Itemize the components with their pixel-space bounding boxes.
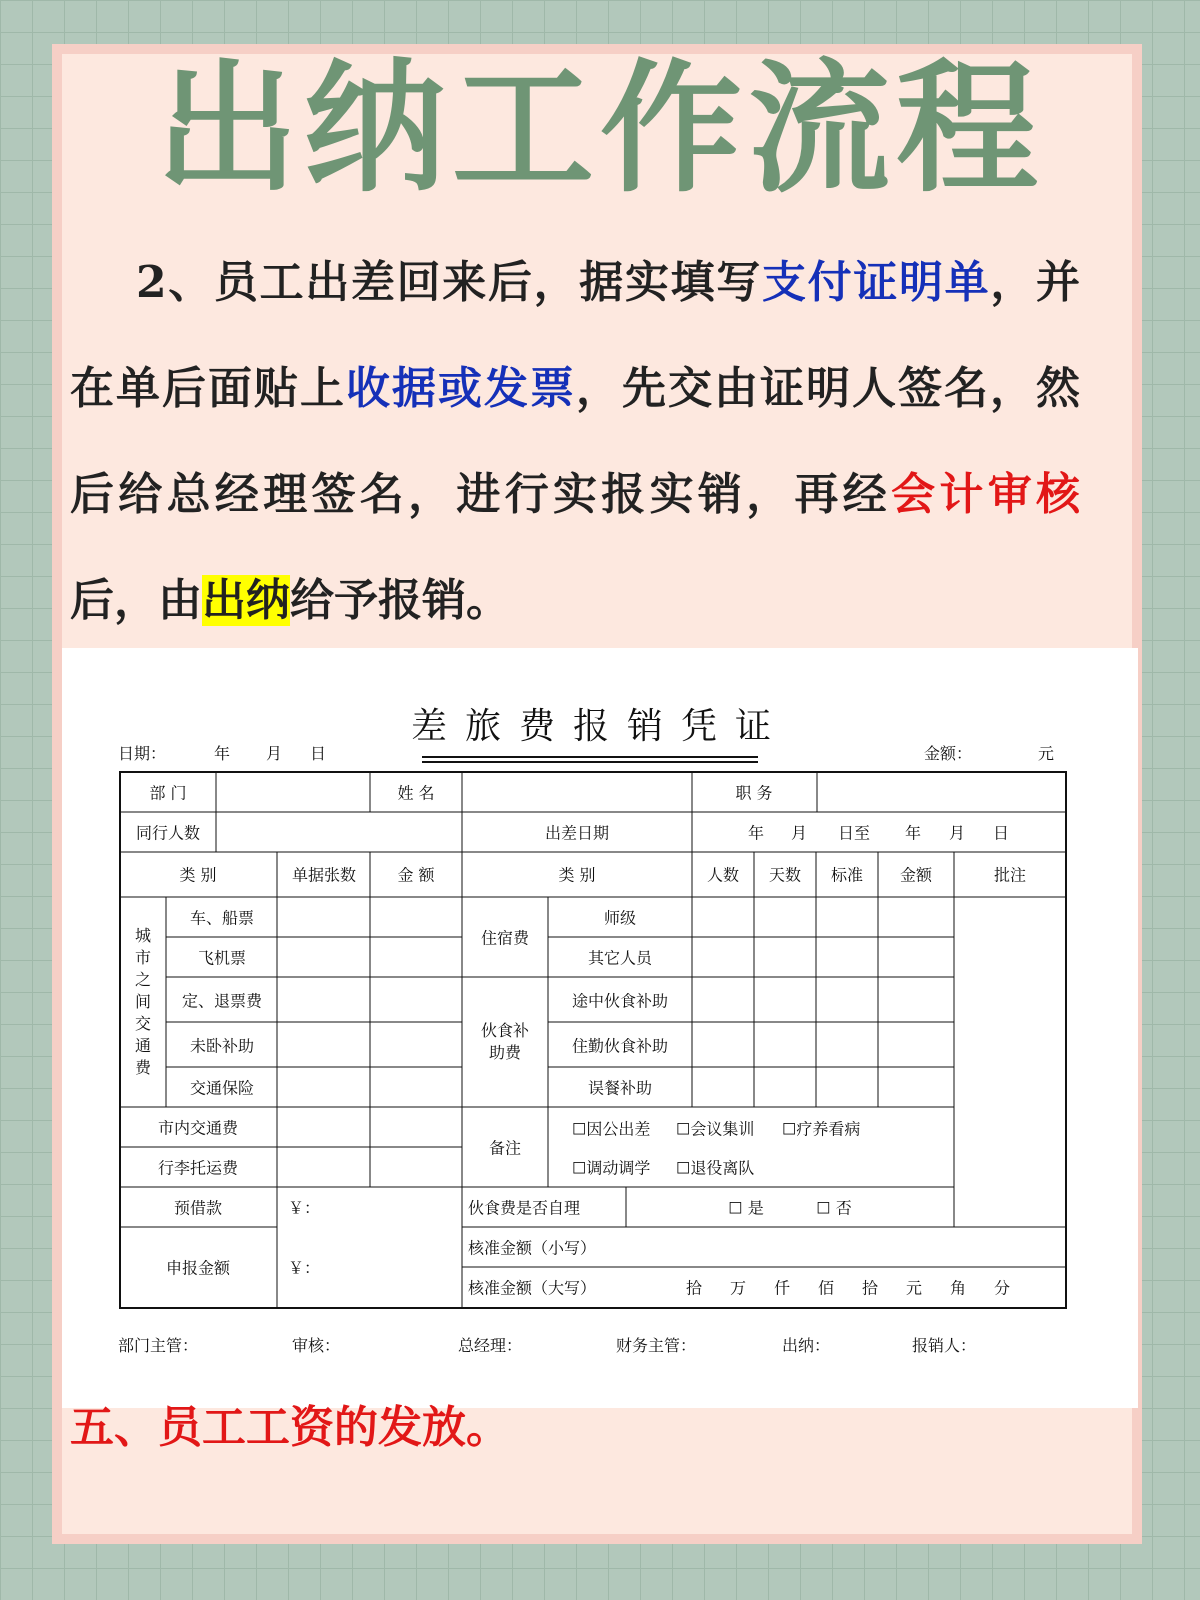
meal-onsite: 住勤伙食补助	[571, 1036, 669, 1056]
trip-end-day: 日	[992, 823, 1010, 843]
header-days: 天数	[768, 865, 802, 885]
form-table-grid	[62, 648, 1138, 1408]
highlight-accounting-review: 会计审核	[891, 469, 1081, 520]
header-remark: 批注	[993, 865, 1027, 885]
date-month: 月	[266, 744, 283, 763]
advance-currency: ￥：	[288, 1198, 321, 1218]
label-trip-dates: 出差日期	[544, 823, 610, 843]
label-lodging: 住宿费	[480, 928, 530, 948]
meal-en-route: 途中伙食补助	[571, 991, 669, 1011]
unit-wan: 万	[729, 1278, 747, 1298]
expense-form-image	[62, 648, 1138, 1408]
signature-general-manager: 总经理：	[458, 1336, 523, 1355]
label-intercity-transport: 城市之间交通费	[134, 926, 151, 1077]
signature-finance-head: 财务主管：	[616, 1336, 697, 1355]
item-booking-refund-fee: 定、退票费	[181, 991, 263, 1011]
label-approved-amount-small: 核准金额（小写）	[468, 1238, 597, 1258]
header-category: 类 别	[179, 865, 217, 885]
item-no-sleeper-subsidy: 未卧补助	[189, 1036, 255, 1056]
header-standard: 标准	[830, 865, 864, 885]
amount-unit: 元	[1038, 744, 1055, 763]
label-self-paid-meals: 伙食费是否自理	[468, 1198, 581, 1218]
option-no: ☐ 否	[816, 1198, 852, 1218]
date-label: 日期：	[118, 744, 167, 763]
signature-dept-head: 部门主管：	[118, 1336, 199, 1355]
date-day: 日	[310, 744, 327, 763]
paragraph-text-4: 后，由	[70, 575, 202, 626]
option-yes: ☐ 是	[728, 1198, 764, 1218]
label-meal-subsidy: 伙食补助费	[480, 1021, 529, 1062]
unit-jiao: 角	[949, 1278, 967, 1298]
header-people: 人数	[706, 865, 740, 885]
paragraph-text-2: ，并在单后面贴上	[70, 257, 1080, 414]
signature-auditor: 审核：	[292, 1336, 341, 1355]
header-amount: 金 额	[397, 865, 435, 885]
declared-currency: ￥：	[288, 1258, 321, 1278]
meal-missed: 误餐补助	[587, 1078, 653, 1098]
item-travel-insurance: 交通保险	[189, 1078, 255, 1098]
trip-start-year: 年	[747, 823, 765, 843]
label-notes: 备注	[488, 1138, 522, 1158]
unit-shi-2: 拾	[861, 1278, 879, 1298]
label-position: 职 务	[735, 783, 773, 803]
unit-fen: 分	[993, 1278, 1011, 1298]
page-title: 出纳工作流程	[156, 47, 1044, 212]
header-doc-count: 单据张数	[291, 865, 357, 885]
amount-label: 金额：	[924, 744, 973, 763]
header-category-right: 类 别	[558, 865, 596, 885]
header-amount-right: 金额	[899, 865, 933, 885]
lodging-other-staff: 其它人员	[587, 948, 653, 968]
signature-claimant: 报销人：	[912, 1336, 977, 1355]
reason-business-trip: ☐因公出差	[572, 1119, 651, 1139]
paragraph-text-5: 给予报销。	[290, 575, 510, 626]
section-heading-salary: 五、员工工资的发放。	[70, 1402, 510, 1453]
label-local-transport: 市内交通费	[157, 1118, 239, 1138]
reason-medical-leave: ☐疗养看病	[782, 1119, 861, 1139]
label-department: 部 门	[149, 783, 187, 803]
trip-start-month: 月	[790, 823, 808, 843]
item-air-ticket: 飞机票	[197, 948, 247, 968]
date-year: 年	[214, 744, 231, 763]
unit-bai: 佰	[817, 1278, 835, 1298]
label-approved-amount-big: 核准金额（大写）	[468, 1278, 597, 1298]
unit-shi-1: 拾	[685, 1278, 703, 1298]
signature-cashier: 出纳：	[782, 1336, 831, 1355]
instruction-paragraph	[70, 230, 1080, 654]
unit-yuan: 元	[905, 1278, 923, 1298]
trip-end-year: 年	[904, 823, 922, 843]
label-name: 姓 名	[397, 783, 435, 803]
label-advance: 预借款	[173, 1198, 223, 1218]
form-title: 差旅费报销凭证	[410, 706, 789, 747]
unit-qian: 仟	[773, 1278, 791, 1298]
highlight-receipt-invoice: 收据或发票	[346, 363, 576, 414]
reason-retirement: ☐退役离队	[676, 1158, 755, 1178]
label-declared-amount: 申报金额	[165, 1258, 231, 1278]
paragraph-text-1: 2、员工出差回来后，据实填写	[136, 257, 762, 308]
reason-meeting-training: ☐会议集训	[676, 1119, 755, 1139]
paragraph-text-3: ，先交由证明人签名，然后给总经理签名，进行实报实销，再经	[70, 363, 1080, 520]
item-train-boat-ticket: 车、船票	[189, 908, 255, 928]
trip-end-month: 月	[948, 823, 966, 843]
label-companions: 同行人数	[135, 823, 201, 843]
label-luggage-fee: 行李托运费	[157, 1158, 239, 1178]
highlight-payment-certificate: 支付证明单	[761, 257, 991, 308]
reason-transfer-study: ☐调动调学	[572, 1158, 651, 1178]
highlight-cashier: 出纳	[202, 575, 290, 626]
trip-start-day: 日至	[837, 823, 871, 843]
lodging-division-level: 师级	[603, 908, 637, 928]
